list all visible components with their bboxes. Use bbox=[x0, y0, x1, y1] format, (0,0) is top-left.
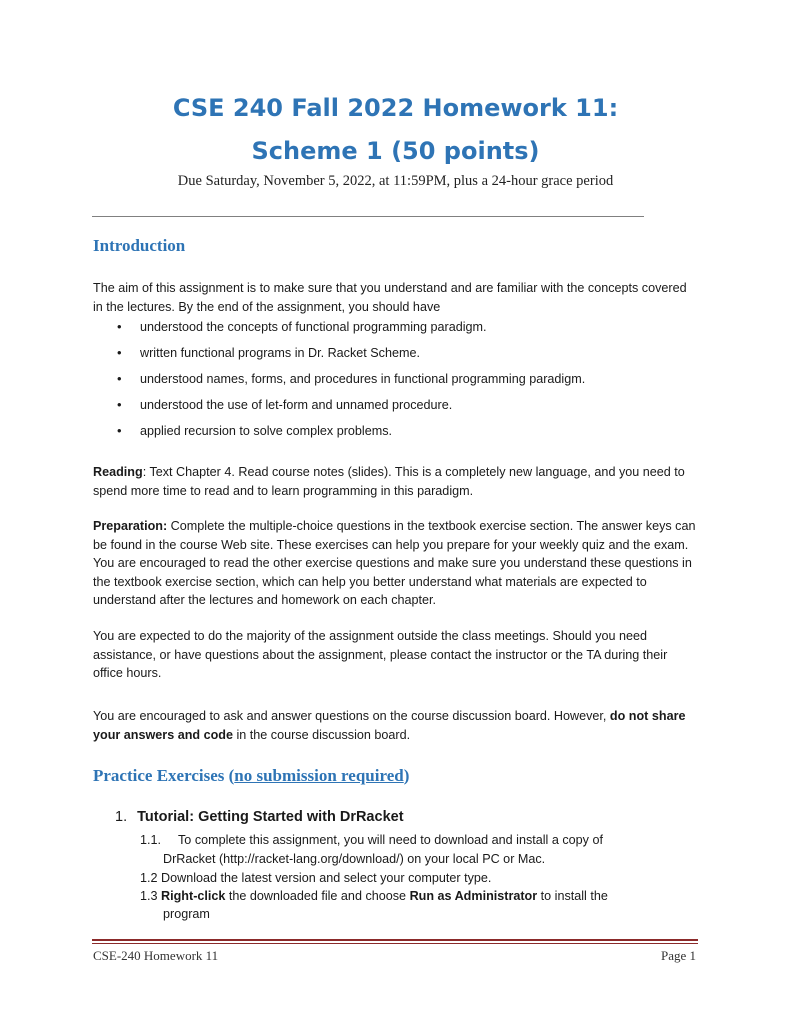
step-1-1-cont: DrRacket (http://racket-lang.org/download/) on your local PC or Mac. bbox=[163, 852, 546, 866]
step-1-3-cont: program bbox=[163, 907, 210, 921]
step-1-3 bbox=[140, 887, 608, 906]
run-as-admin-label: Run as Administrator bbox=[409, 889, 538, 903]
discussion-text: You are encouraged to ask and answer questions on the course discussion board. However, bbox=[93, 709, 610, 723]
right-click-label: Right-click bbox=[161, 889, 226, 903]
due-date bbox=[0, 173, 791, 190]
preparation-label: Preparation: bbox=[93, 519, 168, 533]
reading-text: : Text Chapter 4. Read course notes (slides). This is a completely new language, and you need to spend more time to read and to learn programming in this paradigm. bbox=[93, 465, 685, 498]
tutorial-title: Tutorial: Getting Started with DrRacket bbox=[137, 809, 404, 825]
page-number: Page 1 bbox=[660, 948, 696, 963]
step-number: 1.1. bbox=[140, 833, 162, 847]
due-label: Due bbox=[177, 173, 202, 189]
document-title: CSE 240 Fall 2022 Homework 11: bbox=[172, 94, 619, 122]
footer-rule-thin bbox=[92, 943, 698, 944]
practice-heading-prefix: Practice Exercises ( bbox=[93, 766, 235, 785]
practice-heading bbox=[93, 766, 409, 786]
reading-paragraph bbox=[93, 463, 698, 500]
step-text: the downloaded file and choose bbox=[225, 889, 410, 903]
tutorial-number: 1. bbox=[115, 809, 128, 825]
list-item: • applied recursion to solve complex problems. bbox=[117, 422, 697, 448]
step-number: 1.3 bbox=[140, 889, 158, 903]
preparation-text: Complete the multiple-choice questions in the textbook exercise section. The answer keys can be found in the course Web site. These exercises can help you prepare for your weekly quiz and the exam. You are encouraged to read the other exercise questions and make sure you understand these questions in the textbook exercise section, which can help you better understand what materials are expected to understand after the lectures and homework on each chapter. bbox=[93, 519, 696, 607]
step-1-1 bbox=[140, 831, 603, 850]
list-item: • understood the use of let-form and unnamed procedure. bbox=[117, 396, 697, 422]
step-1-2: 1.2 Download the latest version and select your computer type. bbox=[140, 871, 492, 885]
list-item: • written functional programs in Dr. Racket Scheme. bbox=[117, 344, 697, 370]
list-item: • understood names, forms, and procedures in functional programming paradigm. bbox=[117, 370, 697, 396]
practice-heading-suffix: ) bbox=[403, 766, 410, 785]
reading-label: Reading bbox=[93, 465, 143, 479]
discussion-paragraph bbox=[93, 707, 698, 744]
expectation-paragraph: You are expected to do the majority of the assignment outside the class meetings. Should you need assistance, or have questions about the assignment, please contact the instructor or the TA during their office hours. bbox=[93, 629, 668, 680]
due-text: Saturday, November 5, 2022, at 11:59PM, plus a 24-hour grace period bbox=[205, 173, 614, 189]
intro-paragraph: The aim of this assignment is to make sure that you understand and are familiar with the concepts covered in the lectures. By the end of the assignment, you should have bbox=[93, 281, 687, 314]
step-text: To complete this assignment, you will need to download and install a copy of bbox=[178, 833, 603, 847]
no-submission-link: no submission required bbox=[234, 766, 404, 785]
title-divider bbox=[92, 216, 644, 217]
step-text-end: to install the bbox=[537, 889, 608, 903]
discussion-text-end: in the course discussion board. bbox=[232, 727, 411, 742]
tutorial-item bbox=[115, 809, 404, 825]
list-item: • understood the concepts of functional programming paradigm. bbox=[117, 318, 697, 344]
discussion-warning: do not share your answers and code bbox=[93, 709, 686, 742]
introduction-heading: Introduction bbox=[93, 236, 186, 255]
preparation-paragraph bbox=[93, 517, 698, 610]
document-subtitle: Scheme 1 (50 points) bbox=[251, 137, 540, 165]
objectives-list bbox=[117, 318, 697, 448]
footer-title: CSE-240 Homework 11 bbox=[93, 948, 219, 963]
footer-rule bbox=[92, 939, 698, 941]
